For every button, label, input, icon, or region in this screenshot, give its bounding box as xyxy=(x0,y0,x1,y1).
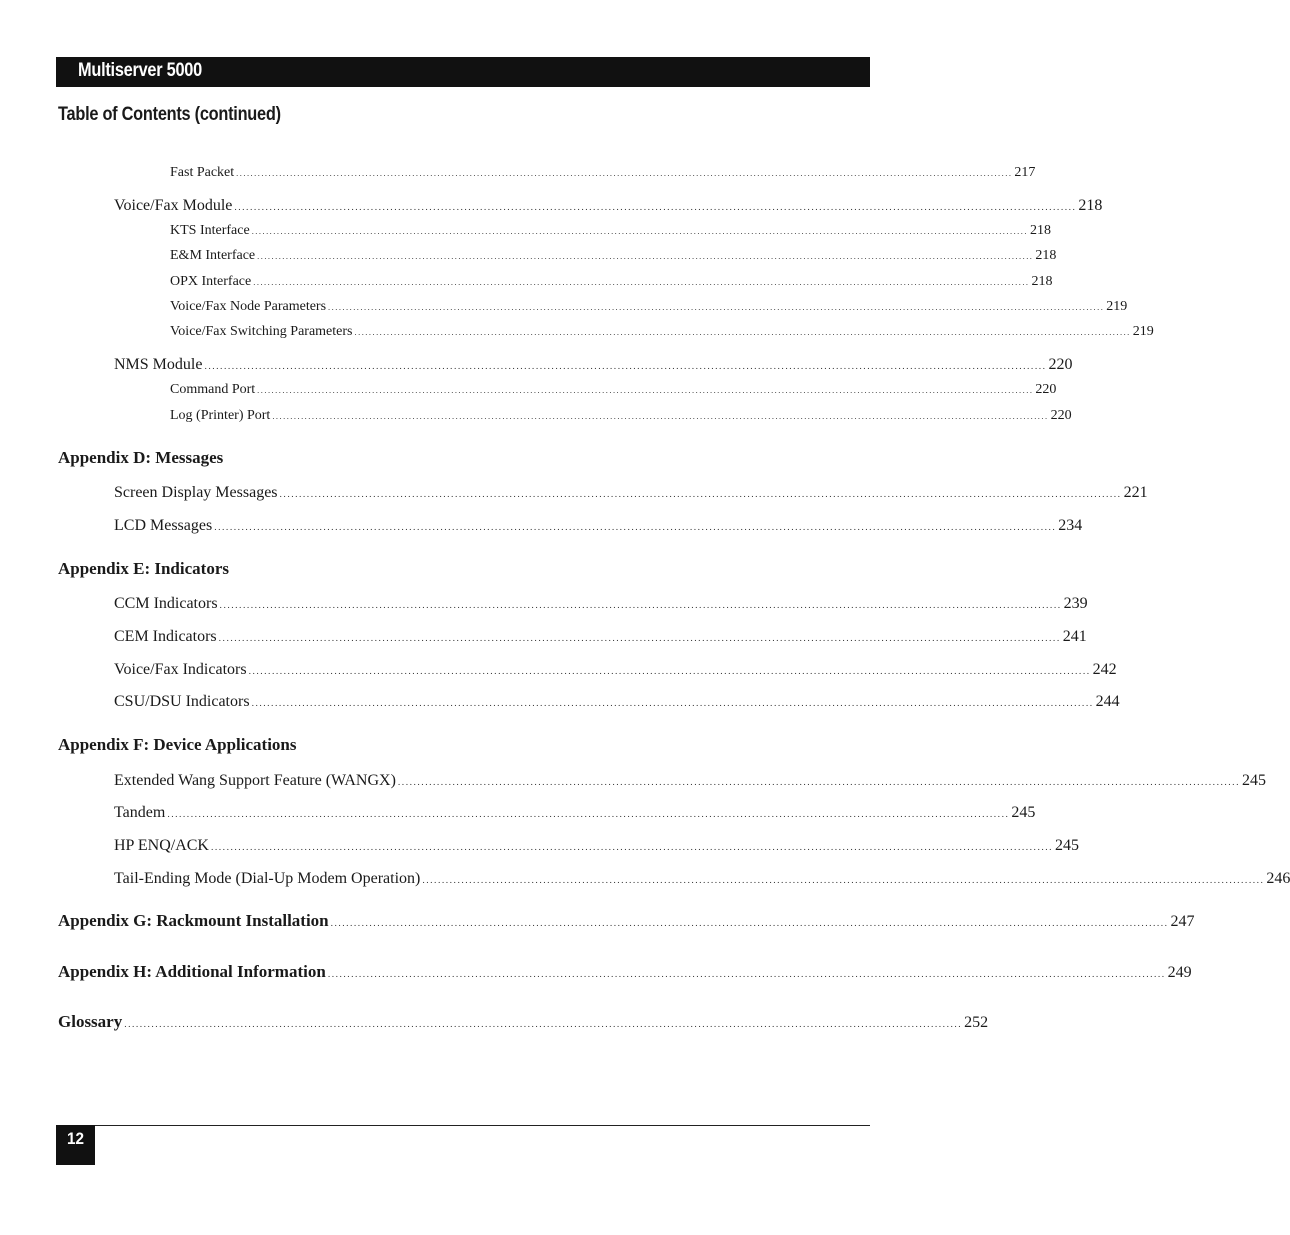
dot-leader: ........................................................................................................................................................................................................................ xyxy=(257,252,1034,261)
toc-entry-kts-interface[interactable] xyxy=(170,223,1051,239)
toc-entry-label: Tail-Ending Mode (Dial-Up Modem Operation) xyxy=(114,870,421,887)
dot-leader: ........................................................................................................................................................................................................................ xyxy=(354,328,1131,337)
dot-leader: ........................................................................................................................................................................................................................ xyxy=(204,361,1047,372)
toc-entry-command-port[interactable] xyxy=(170,382,1057,398)
header-product-title: Multiserver 5000 xyxy=(78,60,202,81)
toc-entry-page: 221 xyxy=(1123,484,1148,501)
toc-entry-page: 242 xyxy=(1092,661,1117,678)
toc-entry-page: 247 xyxy=(1170,913,1195,930)
dot-leader: ........................................................................................................................................................................................................................ xyxy=(214,522,1057,533)
toc-entry-vf-node-parameters[interactable] xyxy=(170,299,1128,315)
appendix-f-heading[interactable]: Appendix F: Device Applications xyxy=(58,735,297,754)
toc-entry-label: E&M Interface xyxy=(170,248,256,263)
toc-entry-hp-enq-ack[interactable] xyxy=(114,837,1080,855)
dot-leader: ........................................................................................................................................................................................................................ xyxy=(251,227,1028,236)
dot-leader: ........................................................................................................................................................................................................................ xyxy=(328,303,1105,312)
toc-entry-ccm-indicators[interactable] xyxy=(114,595,1088,613)
dot-leader: ........................................................................................................................................................................................................................ xyxy=(253,278,1030,287)
toc-entry-cem-indicators[interactable] xyxy=(114,628,1087,646)
toc-entry-page: 220 xyxy=(1048,356,1073,373)
toc-entry-label: Appendix H: Additional Information xyxy=(58,962,326,981)
dot-leader: ........................................................................................................................................................................................................................ xyxy=(397,777,1240,788)
toc-entry-label: Screen Display Messages xyxy=(114,484,278,501)
toc-entry-label: HP ENQ/ACK xyxy=(114,837,209,854)
toc-entry-voice-fax-module[interactable] xyxy=(114,197,1103,215)
toc-entry-csu-dsu-indicators[interactable] xyxy=(114,693,1120,711)
toc-entry-vf-indicators[interactable] xyxy=(114,661,1117,679)
toc-entry-page: 218 xyxy=(1031,274,1053,289)
toc-entry-page: 220 xyxy=(1050,408,1072,423)
toc-entry-label: Appendix G: Rackmount Installation xyxy=(58,911,329,930)
dot-leader: ........................................................................................................................................................................................................................ xyxy=(236,169,1013,178)
appendix-d-heading[interactable]: Appendix D: Messages xyxy=(58,448,224,467)
toc-entry-page: 219 xyxy=(1106,299,1128,314)
toc-entry-tandem[interactable] xyxy=(114,804,1036,822)
toc-entry-label: Fast Packet xyxy=(170,165,235,180)
toc-entry-page: 244 xyxy=(1095,693,1120,710)
toc-entry-label: LCD Messages xyxy=(114,517,213,534)
toc-entry-page: 239 xyxy=(1063,595,1088,612)
toc-entry-tail-ending-mode[interactable] xyxy=(114,870,1290,888)
dot-leader: ........................................................................................................................................................................................................................ xyxy=(248,666,1091,677)
toc-entry-label: KTS Interface xyxy=(170,223,250,238)
toc-entry-page: 234 xyxy=(1058,517,1083,534)
toc-entry-page: 218 xyxy=(1029,223,1051,238)
toc-entry-label: NMS Module xyxy=(114,356,203,373)
toc-entry-label: Voice/Fax Switching Parameters xyxy=(170,324,353,339)
dot-leader: ........................................................................................................................................................................................................................ xyxy=(218,633,1061,644)
dot-leader: ........................................................................................................................................................................................................................ xyxy=(251,698,1094,709)
toc-entry-page: 220 xyxy=(1035,382,1057,397)
toc-entry-label: Voice/Fax Module xyxy=(114,197,233,214)
toc-entry-label: Voice/Fax Node Parameters xyxy=(170,299,327,314)
dot-leader: ........................................................................................................................................................................................................................ xyxy=(279,489,1122,500)
toc-entry-label: Glossary xyxy=(58,1012,123,1031)
dot-leader: ........................................................................................................................................................................................................................ xyxy=(257,386,1034,395)
dot-leader: ........................................................................................................................................................................................................................ xyxy=(422,875,1265,886)
toc-entry-fast-packet[interactable] xyxy=(170,165,1036,181)
toc-entry-page: 218 xyxy=(1035,248,1057,263)
header-bar xyxy=(56,57,870,87)
toc-entry-appendix-h[interactable] xyxy=(58,962,1192,982)
toc-entry-wangx[interactable] xyxy=(114,772,1266,790)
toc-entry-page: 218 xyxy=(1078,197,1103,214)
toc-entry-label: CSU/DSU Indicators xyxy=(114,693,250,710)
toc-entry-log-printer-port[interactable] xyxy=(170,408,1072,424)
toc-entry-label: Extended Wang Support Feature (WANGX) xyxy=(114,772,396,789)
toc-entry-lcd-messages[interactable] xyxy=(114,517,1083,535)
dot-leader: ........................................................................................................................................................................................................................ xyxy=(234,202,1077,213)
toc-entry-label: OPX Interface xyxy=(170,274,252,289)
dot-leader: ........................................................................................................................................................................................................................ xyxy=(327,970,1166,980)
dot-leader: ........................................................................................................................................................................................................................ xyxy=(272,412,1049,421)
toc-entry-screen-display-messages[interactable] xyxy=(114,484,1148,502)
toc-entry-em-interface[interactable] xyxy=(170,248,1057,264)
page-number: 12 xyxy=(67,1129,85,1148)
toc-entry-label: Command Port xyxy=(170,382,256,397)
toc-entry-opx-interface[interactable] xyxy=(170,274,1053,290)
dot-leader: ........................................................................................................................................................................................................................ xyxy=(330,919,1169,929)
toc-entry-appendix-g[interactable] xyxy=(58,911,1195,931)
toc-entry-page: 241 xyxy=(1062,628,1087,645)
toc-entry-label: CCM Indicators xyxy=(114,595,218,612)
dot-leader: ........................................................................................................................................................................................................................ xyxy=(124,1020,963,1030)
dot-leader: ........................................................................................................................................................................................................................ xyxy=(210,842,1054,853)
toc-entry-label: Voice/Fax Indicators xyxy=(114,661,247,678)
toc-entry-page: 245 xyxy=(1055,837,1080,854)
toc-entry-page: 219 xyxy=(1132,324,1154,339)
toc-entry-page: 249 xyxy=(1167,964,1192,981)
dot-leader: ........................................................................................................................................................................................................................ xyxy=(219,600,1062,611)
toc-entry-vf-switching-parameters[interactable] xyxy=(170,324,1154,340)
appendix-e-heading[interactable]: Appendix E: Indicators xyxy=(58,559,229,578)
toc-entry-page: 245 xyxy=(1011,804,1036,821)
toc-entry-nms-module[interactable] xyxy=(114,356,1073,374)
toc-entry-page: 217 xyxy=(1014,165,1036,180)
page-title: Table of Contents (continued) xyxy=(58,104,281,125)
toc-entry-page: 246 xyxy=(1266,870,1290,887)
toc-entry-label: CEM Indicators xyxy=(114,628,217,645)
toc-entry-label: Tandem xyxy=(114,804,166,821)
page-number-box xyxy=(56,1125,95,1165)
toc-entry-glossary[interactable] xyxy=(58,1012,989,1032)
dot-leader: ........................................................................................................................................................................................................................ xyxy=(167,809,1010,820)
footer-rule xyxy=(56,1125,870,1126)
toc-entry-label: Log (Printer) Port xyxy=(170,408,271,423)
toc-entry-page: 252 xyxy=(964,1014,989,1031)
toc-entry-page: 245 xyxy=(1241,772,1266,789)
